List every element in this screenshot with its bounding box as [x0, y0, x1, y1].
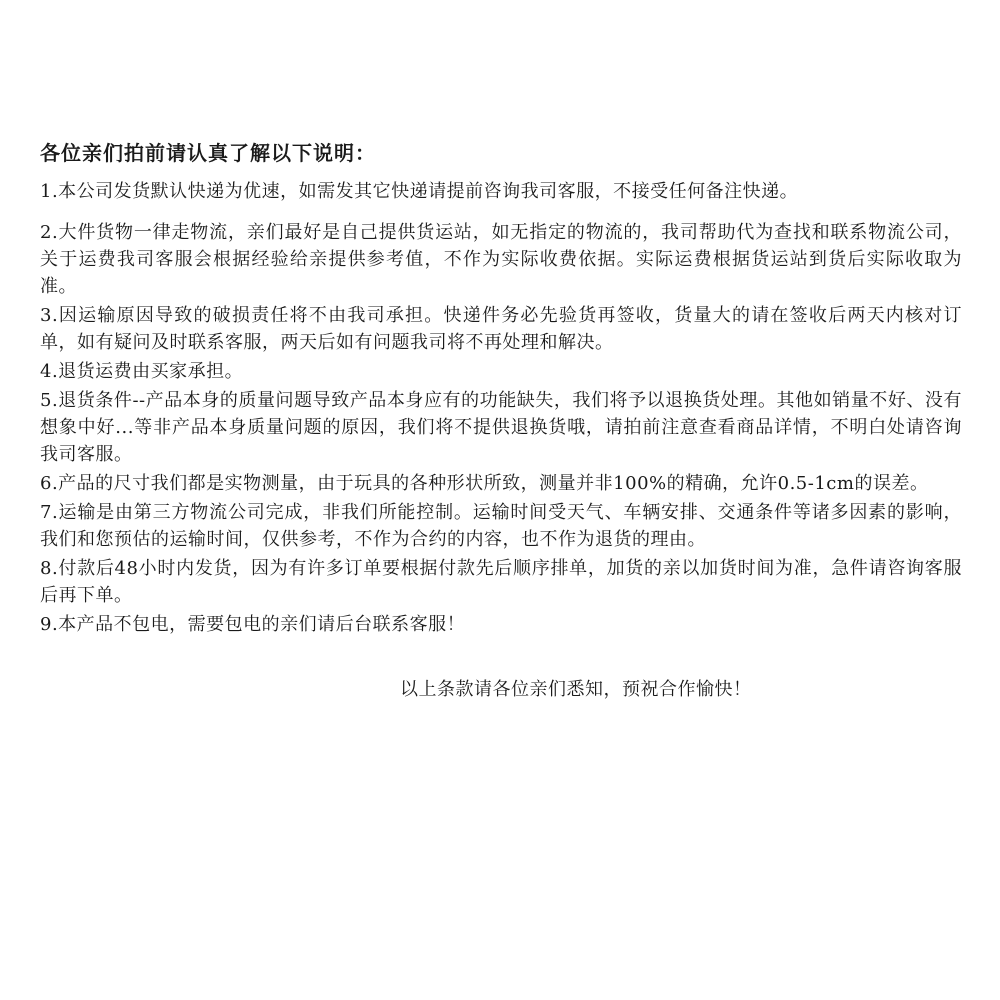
notice-item-9: 9.本产品不包电，需要包电的亲们请后台联系客服！ — [40, 614, 466, 635]
notice-item-6: 6.产品的尺寸我们都是实物测量，由于玩具的各种形状所致，测量并非100%的精确，允许0.5-1cm的误差。 — [40, 473, 929, 494]
notice-item-1: 1.本公司发货默认快递为优速，如需发其它快递请提前咨询我司客服，不接受任何备注快递。 — [40, 181, 799, 202]
notice-item-4: 4.退货运费由买家承担。 — [40, 361, 244, 382]
notice-list — [40, 178, 970, 638]
notice-item-5: 5.退货条件--产品本身的质量问题导致产品本身应有的功能缺失，我们将予以退换货处理。其他如销量不好、没有想象中好...等非产品本身质量问题的原因，我们将不提供退换货哦，请拍前注意查看商品详情，不明白处请咨询我司客服。 — [40, 390, 962, 465]
notice-panel — [36, 128, 970, 868]
notice-item-7: 7.运输是由第三方物流公司完成，非我们所能控制。运输时间受天气、车辆安排、交通条件等诸多因素的影响，我们和您预估的运输时间，仅供参考，不作为合约的内容，也不作为退货的理由。 — [40, 502, 962, 550]
notice-item-2: 2.大件货物一律走物流，亲们最好是自己提供货运站，如无指定的物流的，我司帮助代为查找和联系物流公司，关于运费我司客服会根据经验给亲提供参考值，不作为实际收费依据。实际运费根据货运站到货后实际收取为准。 — [40, 222, 962, 297]
notice-title: 各位亲们拍前请认真了解以下说明： — [40, 141, 376, 165]
notice-closing: 以上条款请各位亲们悉知，预祝合作愉快！ — [400, 679, 752, 700]
notice-item-3: 3.因运输原因导致的破损责任将不由我司承担。快递件务必先验货再签收，货量大的请在签收后两天内核对订单，如有疑问及时联系客服，两天后如有问题我司将不再处理和解决。 — [40, 305, 962, 353]
notice-item-8: 8.付款后48小时内发货，因为有许多订单要根据付款先后顺序排单，加货的亲以加货时间为准，急件请咨询客服后再下单。 — [40, 558, 962, 606]
